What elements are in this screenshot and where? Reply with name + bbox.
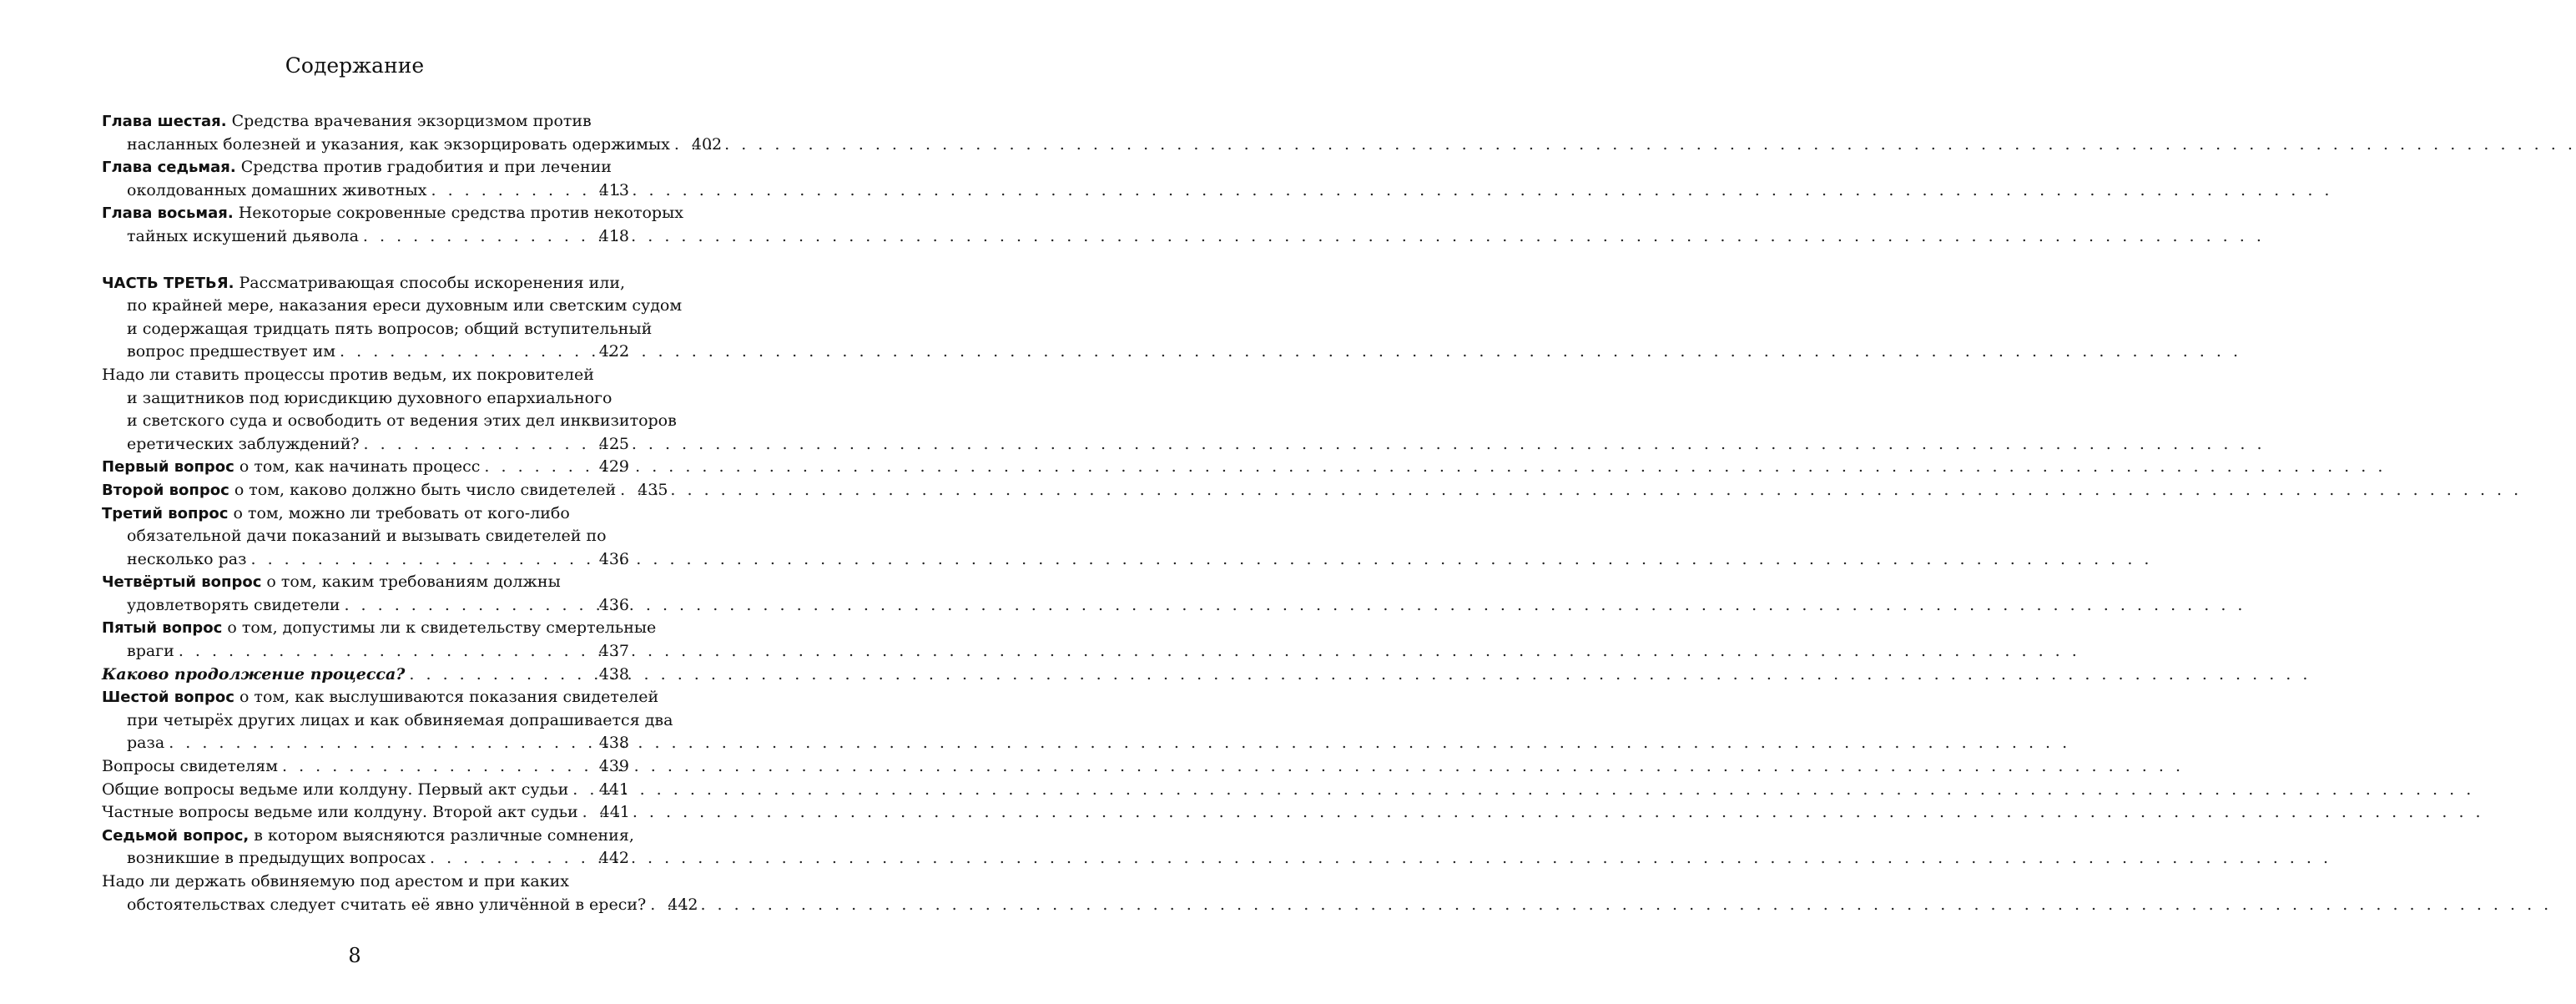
toc-entry-text: и содержащая тридцать пять вопросов; общий вступительный	[127, 319, 653, 338]
dot-leader	[582, 801, 596, 825]
toc-line	[102, 295, 683, 318]
toc-entry-heading: Первый вопрос	[102, 458, 234, 477]
toc-line	[102, 525, 629, 548]
toc-page-number: 436	[598, 549, 629, 568]
toc-page-number: 439	[598, 757, 629, 776]
toc-entry[interactable]	[102, 364, 677, 456]
toc-entry-text: Надо ли ставить процессы против ведьм, их покровителей	[102, 365, 594, 384]
toc-entry[interactable]	[102, 870, 698, 916]
toc-entry-text: о том, как начинать процесс	[239, 457, 481, 477]
toc-page-number: 435	[638, 480, 668, 499]
toc-line	[102, 732, 629, 755]
toc-line	[102, 709, 673, 733]
toc-line	[102, 779, 629, 802]
toc-line-text	[127, 548, 246, 572]
toc-entry-heading: Четвёртый вопрос	[102, 573, 262, 592]
toc-line	[102, 847, 629, 870]
section-gap	[102, 249, 629, 272]
toc-line-text	[102, 456, 480, 479]
toc-entry-text: Средства против градобития и при лечении	[240, 158, 612, 177]
toc-entry-text: Общие вопросы ведьме или колдуну. Первый акт судьи	[102, 779, 569, 799]
toc-page-number: 425	[598, 434, 629, 453]
toc-entry-text: и защитников под юрисдикцию духовного епархиального	[127, 388, 612, 407]
toc-line-text	[102, 779, 568, 802]
dot-leader	[282, 755, 595, 779]
toc-line	[102, 318, 653, 341]
toc-line	[102, 225, 629, 249]
dot-leader	[431, 179, 594, 203]
toc-entry-heading: Глава шестая.	[102, 113, 227, 130]
toc-entry-text: о том, каково должно быть число свидетелей	[234, 480, 617, 499]
toc-entry-text: вопрос предшествует им	[127, 342, 336, 361]
toc-entry-text: Средства врачевания экзорцизмом против	[231, 112, 592, 130]
toc-entry-text: несколько раз	[127, 549, 247, 568]
toc-entry-text: еретических заблуждений?	[127, 434, 360, 453]
toc-entry-text: о том, как выслушиваются показания свидетелей	[239, 688, 659, 707]
toc-line	[102, 870, 629, 894]
toc-line	[102, 110, 629, 134]
toc-entry-text: Вопросы свидетелям	[102, 757, 279, 776]
toc-page-number: 442	[598, 849, 629, 868]
toc-entry-heading: ЧАСТЬ ТРЕТЬЯ.	[102, 274, 234, 292]
toc-entry-heading: Глава седьмая.	[102, 159, 236, 177]
toc-entry-heading: Каково продолжение процесса?	[102, 664, 406, 684]
toc-line	[102, 134, 723, 157]
toc-line	[102, 433, 629, 457]
book-page	[0, 0, 723, 1004]
toc-line	[102, 617, 657, 640]
toc-page-number: 429	[598, 457, 629, 477]
toc-entry[interactable]	[102, 272, 683, 364]
toc-entry-heading: Третий вопрос	[102, 504, 229, 522]
toc-entry-text: в котором выясняются различные сомнения,	[254, 825, 634, 845]
toc-entry-text: о том, допустимы ли к свидетельству смертельные	[227, 618, 657, 638]
toc-line	[102, 502, 629, 526]
toc-entry-heading: Пятый вопрос	[102, 619, 223, 638]
toc-line-text	[127, 134, 670, 157]
toc-line-text	[102, 801, 578, 825]
toc-entry-heading: Глава восьмая.	[102, 204, 234, 223]
toc-entry-text: насланных болезней и указания, как экзорцировать одержимых	[127, 134, 670, 154]
toc-page-number: 413	[598, 180, 629, 199]
toc-line	[102, 410, 677, 433]
dot-leader	[344, 594, 594, 618]
toc-entry-text: при четырёх других лицах и как обвиняемая допрашивается два	[127, 710, 673, 729]
toc-entry-text: удовлетворять свидетели	[127, 595, 340, 614]
dot-leader	[409, 663, 594, 687]
toc-entry-text: обстоятельствах следует считать её явно уличённой в ереси?	[127, 895, 647, 914]
toc-entry-heading: Седьмой вопрос,	[102, 826, 250, 845]
toc-line-text	[127, 894, 646, 917]
toc-page-number: 438	[598, 734, 629, 753]
toc-entry[interactable]	[102, 686, 673, 755]
toc-page-number: 436	[598, 595, 629, 614]
toc-line	[102, 755, 629, 779]
dot-leader	[340, 341, 595, 364]
toc-entry[interactable]	[102, 801, 629, 825]
toc-entry[interactable]	[102, 479, 668, 502]
toc-entry-text: Рассматривающая способы искоренения или,	[239, 273, 626, 292]
table-of-contents	[102, 110, 723, 916]
toc-line-text	[127, 640, 174, 663]
toc-page-number: 438	[598, 664, 629, 684]
toc-line	[102, 548, 629, 572]
toc-entry-text: враги	[127, 642, 174, 661]
toc-line-text	[127, 594, 340, 618]
toc-entry-text: раза	[127, 734, 165, 753]
toc-entry[interactable]	[102, 617, 657, 663]
toc-entry[interactable]	[102, 502, 629, 572]
toc-entry-text: Частные вопросы ведьме или колдуну. Второй акт судьи	[102, 803, 578, 822]
toc-line-text	[102, 479, 616, 502]
toc-line	[102, 571, 629, 594]
toc-page-number: 442	[668, 895, 698, 914]
toc-line	[102, 825, 634, 848]
toc-line	[102, 686, 659, 709]
toc-entry-text: околдованных домашних животных	[127, 180, 427, 199]
toc-line	[102, 341, 629, 364]
toc-page-number: 402	[691, 134, 723, 154]
toc-page-number: 441	[598, 779, 629, 799]
toc-line-text	[127, 847, 426, 870]
dot-leader	[169, 732, 595, 755]
toc-line	[102, 894, 698, 917]
toc-line-text	[127, 341, 335, 364]
toc-entry[interactable]	[102, 110, 723, 156]
toc-page-number: 441	[599, 803, 630, 822]
toc-entry-text: о том, можно ли требовать от кого-либо	[233, 503, 570, 522]
toc-line	[102, 272, 629, 295]
toc-line	[102, 640, 629, 663]
toc-entry-text: Некоторые сокровенные средства против некоторых	[238, 204, 683, 223]
toc-entry[interactable]	[102, 779, 629, 802]
dot-leader	[250, 548, 594, 572]
toc-line	[102, 479, 668, 502]
toc-line	[102, 801, 629, 825]
toc-entry-text: возникшие в предыдущих вопросах	[127, 849, 426, 868]
toc-entry-heading: Второй вопрос	[102, 481, 229, 499]
toc-line-text	[127, 732, 164, 755]
toc-line-text	[127, 433, 360, 457]
dot-leader	[572, 779, 594, 802]
toc-entry[interactable]	[102, 156, 629, 202]
toc-entry-text: о том, каким требованиям должны	[266, 573, 561, 592]
dot-leader	[430, 847, 595, 870]
toc-line	[102, 387, 629, 411]
toc-entry-text: тайных искушений дьявола	[127, 226, 359, 245]
page-title: Содержание	[285, 53, 425, 78]
dot-leader	[179, 640, 595, 663]
dot-leader	[650, 894, 663, 917]
toc-page-number: 422	[598, 342, 629, 361]
toc-line-text	[102, 755, 278, 779]
dot-leader	[364, 433, 595, 457]
toc-page-number: 437	[598, 642, 629, 661]
toc-line	[102, 364, 629, 387]
toc-line-text	[127, 179, 426, 203]
toc-entry[interactable]	[102, 202, 683, 248]
toc-line	[102, 456, 629, 479]
toc-line	[102, 156, 629, 179]
dot-leader	[484, 456, 594, 479]
toc-entry-text: и светского суда и освободить от ведения этих дел инквизиторов	[127, 411, 677, 431]
page-number: 8	[348, 944, 361, 967]
toc-page-number: 418	[598, 226, 629, 245]
toc-line-text	[127, 225, 359, 249]
dot-leader	[620, 479, 633, 502]
toc-line	[102, 594, 629, 618]
dot-leader	[674, 134, 688, 157]
toc-entry[interactable]	[102, 663, 629, 687]
toc-entry[interactable]	[102, 825, 634, 870]
toc-entry[interactable]	[102, 755, 629, 779]
toc-line-text	[102, 663, 405, 687]
toc-entry-text: обязательной дачи показаний и вызывать свидетелей по	[127, 527, 607, 546]
toc-entry-text: по крайней мере, наказания ереси духовным или светским судом	[127, 296, 683, 315]
toc-line	[102, 202, 683, 225]
toc-entry[interactable]	[102, 456, 629, 479]
toc-entry-text: Надо ли держать обвиняемую под арестом и при каких	[102, 872, 569, 890]
toc-entry-heading: Шестой вопрос	[102, 689, 234, 707]
dot-leader	[363, 225, 595, 249]
toc-entry[interactable]	[102, 571, 629, 617]
toc-line	[102, 663, 629, 687]
toc-line	[102, 179, 629, 203]
